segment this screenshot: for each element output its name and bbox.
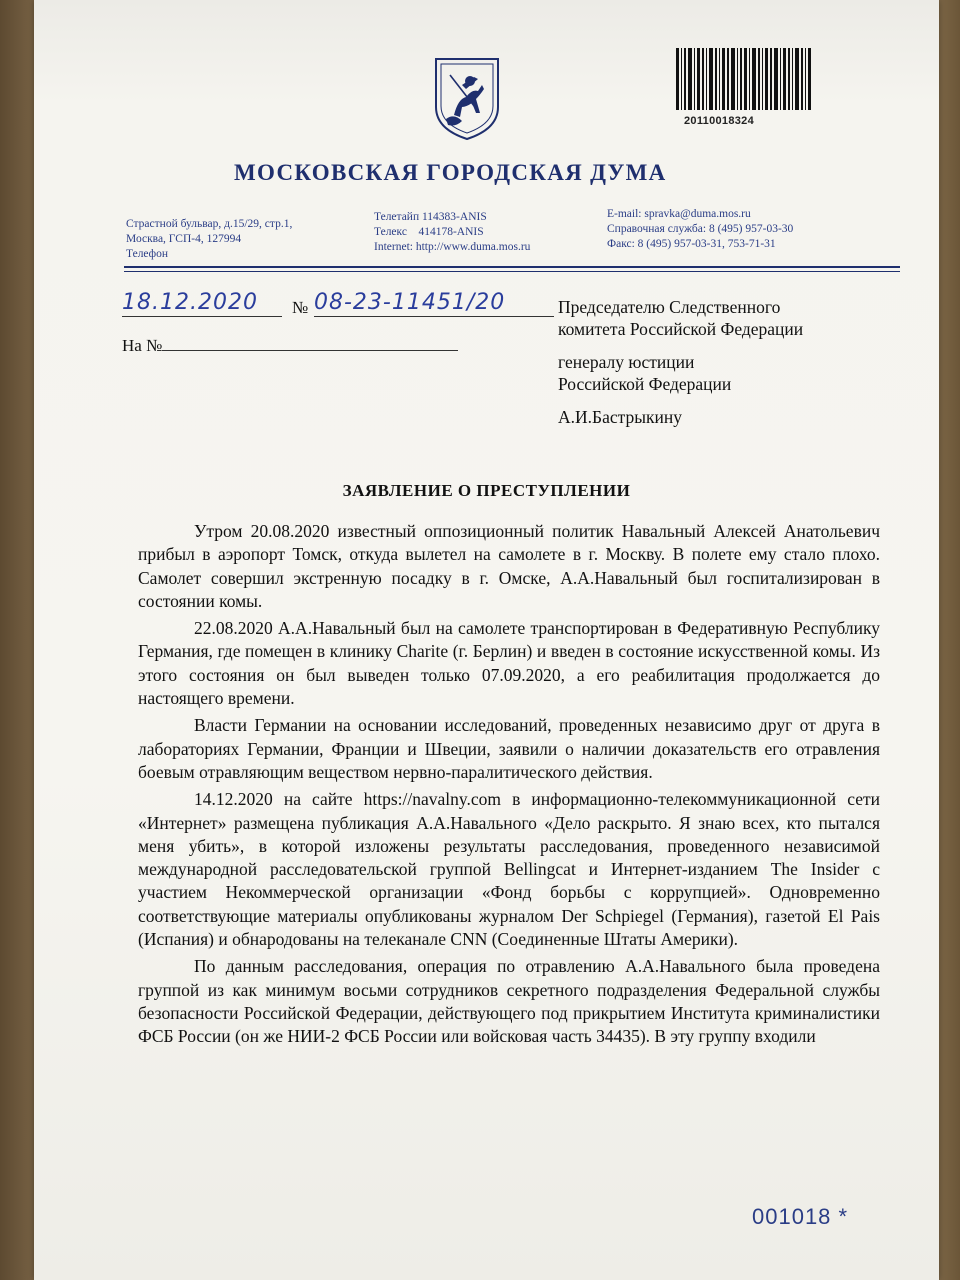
contact-line: Факс: 8 (495) 957-03-31, 753-71-31 xyxy=(607,238,776,250)
address-line: Страстной бульвар, д.15/29, стр.1, xyxy=(126,218,293,230)
telecom-line: Телетайп 114383-ANIS xyxy=(374,211,487,223)
header-divider-thin xyxy=(124,271,900,272)
barcode xyxy=(674,48,834,136)
registration-row xyxy=(122,290,582,330)
telecom-line: Internet: http://www.duma.mos.ru xyxy=(374,241,531,253)
barcode-icon xyxy=(674,48,814,110)
organization-title: МОСКОВСКАЯ ГОРОДСКАЯ ДУМА xyxy=(234,160,667,185)
moscow-coat-of-arms-icon xyxy=(432,55,502,141)
addressee-line: комитета Российской Федерации xyxy=(558,319,804,339)
registration-number: 08-23-11451/20 xyxy=(314,290,554,317)
body-paragraph: 22.08.2020 А.А.Навальный был на самолете транспортирован в Федеративную Республику Германия, где помещен в клинику Charite (г. Берлин) и введен в состояние искусственной комы. Из этого состояния он был выведен только 07.09.2020, а его реабилитация продолжается до настоящего времени. xyxy=(138,618,880,709)
body-paragraph: По данным расследования, операция по отравлению А.А.Навального была проведена группой из как минимум восьми сотрудников секретного подразделения Федеральной службы безопасности Российской Федерации, действующего под прикрытием Института криминалистики ФСБ России (он же НИИ-2 ФСБ России или войсковая часть 34435). В эту группу входили xyxy=(138,956,880,1047)
reply-reference-label: На № xyxy=(122,336,163,355)
contact-block xyxy=(607,207,793,252)
registration-date: 18.12.2020 xyxy=(122,290,282,317)
address-line: Москва, ГСП-4, 127994 xyxy=(126,233,242,245)
reply-reference-row xyxy=(122,336,458,356)
addressee-block xyxy=(558,296,803,439)
telecom-line: Телекс 414178-ANIS xyxy=(374,226,484,238)
addressee-line: Российской Федерации xyxy=(558,374,732,394)
document-title: ЗАЯВЛЕНИЕ О ПРЕСТУПЛЕНИИ xyxy=(342,481,631,500)
address-line: Телефон xyxy=(126,248,169,260)
addressee-line: Председателю Следственного xyxy=(558,297,781,317)
contact-line: Справочная служба: 8 (495) 957-03-30 xyxy=(607,223,794,235)
reply-reference-line xyxy=(162,336,458,351)
contact-line: E-mail: spravka@duma.mos.ru xyxy=(607,208,751,220)
body-paragraph: Власти Германии на основании исследований, проведенных независимо друг от друга в лабораториях Германии, Франции и Швеции, заявили о наличии доказательств его отравления боевым отравляющим веществом нервно-паралитического действия. xyxy=(138,715,880,782)
barcode-number: 20110018324 xyxy=(684,115,754,127)
body-paragraph: Утром 20.08.2020 известный оппозиционный политик Навальный Алексей Анатольевич прибыл в аэропорт Томск, откуда вылетел на самолете в г. Москву. В полете ему стало плохо. Самолет совершил экстренную посадку в г. Омске, А.А.Навальный был госпитализирован в состоянии комы. xyxy=(138,521,880,611)
body-paragraph: 14.12.2020 на сайте https://navalny.com в информационно-телекоммуникационной сети «Интернет» размещена публикация А.А.Навального «Дело раскрыто. Я знаю всех, кто пытался меня убить», в которой изложены результаты расследования, проведенного независимой международной расследовательской группой Bellingcat и Интернет-изданием The Insider с участием Некоммерческой организации «Фонд борьбы с коррупцией». Одновременно соответствующие материалы опубликованы журналом Der Schpiegel (Германия), газетой El Pais (Испания) и обнародованы на телеканале CNN (Соединенные Штаты Америки). xyxy=(138,789,880,950)
telecom-block xyxy=(374,210,530,255)
document-body xyxy=(138,520,880,1053)
addressee-line: генералу юстиции xyxy=(558,352,695,372)
registration-number-label: № xyxy=(292,298,309,317)
addressee-name: А.И.Бастрыкину xyxy=(558,407,682,427)
serial-number-stamp: 001018 * xyxy=(752,1204,849,1229)
header-divider xyxy=(124,266,900,268)
address-block xyxy=(126,217,292,262)
document-page xyxy=(34,0,939,1280)
